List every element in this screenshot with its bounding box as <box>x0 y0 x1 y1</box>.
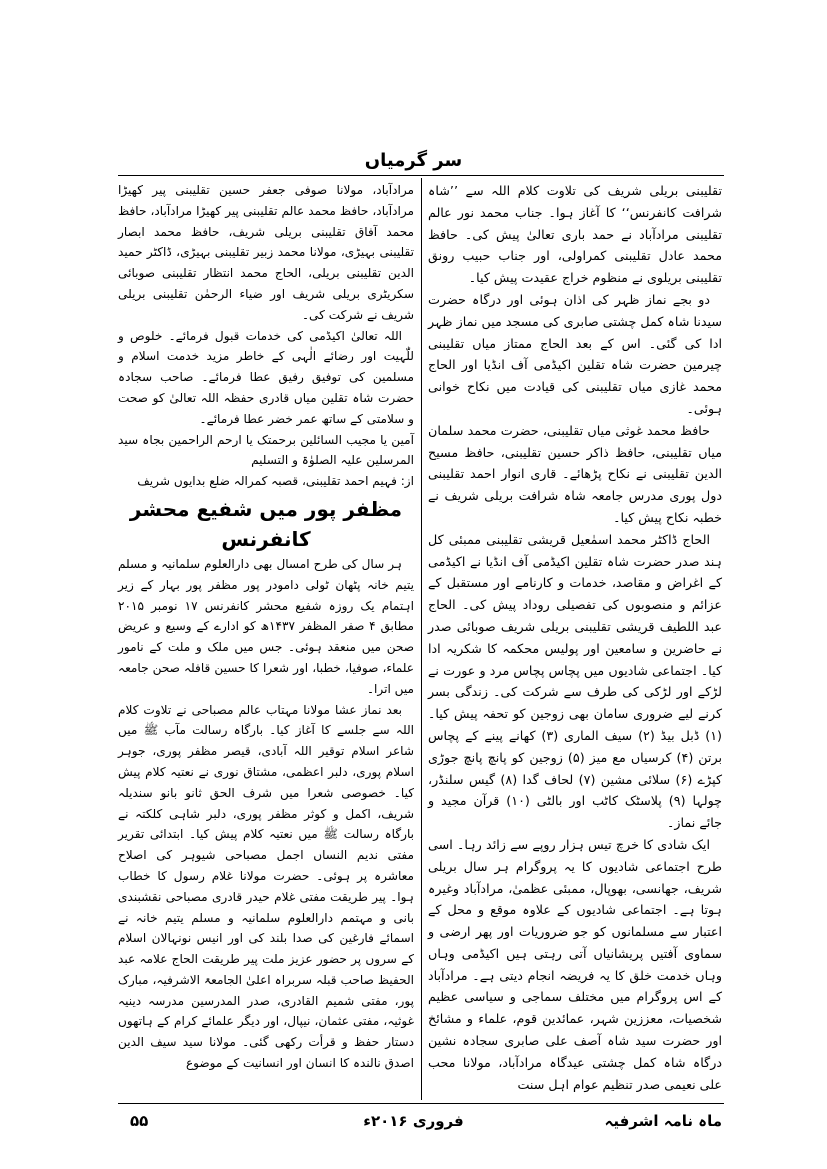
footer-magazine-name: ماہ نامہ اشرفیہ <box>604 1112 722 1130</box>
page-title: سر گرمیاں <box>364 150 463 171</box>
right-column <box>428 180 722 1095</box>
bottom-rule <box>118 1103 724 1104</box>
right-paragraph-1: تقلیبنی بریلی شریف کی تلاوت کلام اللہ سے ’’شاہ شرافت کانفرنس‘‘ کا آغاز ہوا۔ جناب محمد نور عالم تقلیبنی مرادآباد نے حمد باری تعالیٰ پیش کی۔ حافظ محمد عادل تقلیبنی کمراولی، اور جناب حبیب رونق تقلیبنی بریلوی نے منظوم خراج عقیدت پیش کیا۔ <box>428 183 722 286</box>
right-paragraph-5: ایک شادی کا خرچ تیس ہزار روپے سے زائد رہا۔ اسی طرح اجتماعی شادیوں کا یہ پروگرام ہر سال بریلی شریف، جھانسی، بھوپال، ممبئی عظمیٰ، مرادآباد وغیرہ ہوتا ہے۔ اجتماعی شادیوں کے علاوہ موقع و محل کے اعتبار سے مسلمانوں کو جو ضروریات اور پھر ارضی و سماوی آفتیں پریشانیاں آتی رہتی ہیں اکیڈمی وہاں وہاں خدمت خلق کا یہ فریضہ انجام دیتی ہے۔ مرادآباد کے اس پروگرام میں مختلف سماجی و سیاسی عظیم شخصیات، معززین شہر، عمائدین قوم، علماء و مشائخ اور حضرت سید شاہ آصف علی صابری سجادہ نشین درگاہ شاہ کمل چشتی عیدگاہ مرادآباد، مولانا محب علی نعیمی صدر تنظیم عوام اہل سنت <box>428 836 722 1092</box>
section-heading: مظفر پور میں شفیع محشر کانفرنس <box>129 496 403 551</box>
author-signoff: از: فہیم احمد تقلیبنی، قصبہ کمرالہ ضلع بدایوں شریف <box>137 474 414 489</box>
top-rule <box>118 175 724 176</box>
page-number: ۵۵ <box>130 1112 149 1130</box>
dua-text: آمین یا مجیب السائلین برحمتک یا ارحم الراحمین بجاہ سید المرسلین علیہ الصلوٰۃ و التسلیم <box>118 432 414 468</box>
left-column <box>118 180 414 1074</box>
right-paragraph-4: الحاج ڈاکٹر محمد اسمٰعیل قریشی تقلیبنی ممبئی کل ہند صدر حضرت شاہ تقلین اکیڈمی آف انڈیا نے اکیڈمی کے اغراض و مقاصد، خدمات و کارنامے اور مستقبل کے عزائم و منصوبوں کی تفصیلی روداد پیش کی۔ الحاج عبد اللطیف قریشی تقلیبنی بریلی شریف صوبائی صدر نے حاضرین و سامعین اور پولیس محکمہ کا شکریہ ادا کیا۔ اجتماعی شادیوں میں پچاس پچاس مرد و عورت نے لڑکے اور لڑکی کی طرف سے شرکت کی۔ زندگی بسر کرنے لیے ضروری سامان بھی زوجین کو تحفہ پیش کیا۔ (۱) ڈبل بیڈ (۲) سیف الماری (۳) کھانے پینے کے پچاس برتن (۴) کرسیاں مع میز (۵) زوجین کو پانچ پانچ جوڑی کپڑے (۶) سلائی مشین (۷) لحاف گدا (۸) گیس سلنڈر، چولہا (۹) پلاسٹک کاٹب اور بالٹی (۱۰) قرآن مجید و جائے نماز۔ <box>428 531 723 831</box>
footer-date: فروری ۲۰۱۶ء <box>363 1112 464 1130</box>
left-paragraph-2: اللہ تعالیٰ اکیڈمی کی خدمات قبول فرمائے۔ خلوص و للّٰہیت اور رضائے الٰہی کے خاطر مزید خدمت اسلام و مسلمین کی توفیق رفیق عطا فرمائے۔ صاحب سجادہ حضرت شاہ تقلین میاں قادری حفظہ اللہ تعالیٰ کو صحت و سلامتی کے ساتھ عمر خضر عطا فرمائے۔ <box>118 328 414 426</box>
right-paragraph-2: دو بجے نماز ظہر کی اذان ہوئی اور درگاہ حضرت سیدنا شاہ کمل چشتی صابری کی مسجد میں نماز ظہر ادا کی گئی۔ اس کے بعد الحاج ممتاز میاں تقلیبنی چیرمین حضرت شاہ تقلین اکیڈمی آف انڈیا اور الحاج محمد غازی میاں تقلیبنی کی قیادت میں نکاح خوانی ہوئی۔ <box>428 291 722 416</box>
left-paragraph-3: ہر سال کی طرح امسال بھی دارالعلوم سلمانیہ و مسلم یتیم خانہ پٹھان ٹولی دامودر پور مظفر پور بہار کے زیر اہتمام یک روزہ شفیع محشر کانفرنس ۱۷ نومبر ۲۰۱۵ مطابق ۴ صفر المظفر ۱۴۳۷ھ کو ادارے کے وسیع و عریض صحن میں منعقد ہوئی۔ جس میں ملک و ملت کے نامور علماء، صوفیا، خطبا، اور شعرا کا حسین قافلہ صحن جامعہ میں اترا۔ <box>118 556 414 696</box>
left-paragraph-1: مرادآباد، مولانا صوفی جعفر حسین تقلیبنی پیر کھیڑا مرادآباد، حافظ محمد عالم تقلیبنی پیر کھیڑا مرادآباد، حافظ محمد آفاق تقلیبنی بریلی شریف، حافظ محمد ابصار تقلیبنی بہیڑی، مولانا محمد زبیر تقلیبنی بہیڑی، ڈاکٹر حمید الدین تقلیبنی بریلی، الحاج محمد انتظار تقلیبنی صوبائی سکریٹری بریلی شریف اور ضیاء الرحمٰن تقلیبنی بریلی شریف نے شرکت کی۔ <box>118 183 414 322</box>
left-paragraph-4: بعد نماز عشا مولانا مہتاب عالم مصباحی نے تلاوت کلام اللہ سے جلسے کا آغاز کیا۔ بارگاہ رسالت مآب ﷺ میں شاعر اسلام توقیر اللہ آبادی، قیصر مظفر پوری، جوہر اسلام پوری، دلبر اعظمی، مشتاق نوری نے نعتیہ کلام پیش کیا۔ خصوصی شعرا میں شرف الحق ثانو بانو سندیلہ شریف، اکمل و کوثر مظفر پوری، دلبر شاہی کلکتہ نے بارگاہ رسالت ﷺ میں نعتیہ کلام پیش کیا۔ ابتدائی تقریر مفتی ندیم النساں اجمل مصباحی شیوہر کی اصلاح معاشرہ پر ہوئی۔ حضرت مولانا غلام رسول کا خطاب ہوا۔ پیر طریقت مفتی غلام حیدر قادری مصباحی نقشبندی بانی و مہتمم دارالعلوم سلمانیہ و مسلم یتیم خانہ نے اسمائے فارغین کی صدا بلند کی اور انیس نونہالان اسلام کے سروں پر حضور عزیز ملت پیر طریقت الحاج علامہ عبد الحفیظ صاحب قبلہ سربراہ اعلیٰ الجامعۃ الاشرفیہ، مبارک پور، مفتی شمیم القادری، صدر المدرسین مدرسہ دینیہ غوثیہ، مفتی عثمان، نیپال، اور دیگر علمائے کرام کے ہاتھوں دستار حفظ و قرأت رکھی گئی۔ مولانا سید سیف الدین اصدق نالندہ کا انسان اور انسانیت کے موضوع <box>118 702 414 1071</box>
right-paragraph-3: حافظ محمد غوثی میاں تقلیبنی، حضرت محمد سلمان میاں تقلیبنی، حافظ ذاکر حسین تقلیبنی، حافظ مسیح الدین تقلیبنی نے نکاح پڑھائے۔ قاری انوار احمد تقلیبنی دول پوری مدرس جامعہ شاہ شرافت بریلی شریف نے خطبہ نکاح پیش کیا۔ <box>428 422 722 525</box>
column-divider <box>421 178 422 1100</box>
